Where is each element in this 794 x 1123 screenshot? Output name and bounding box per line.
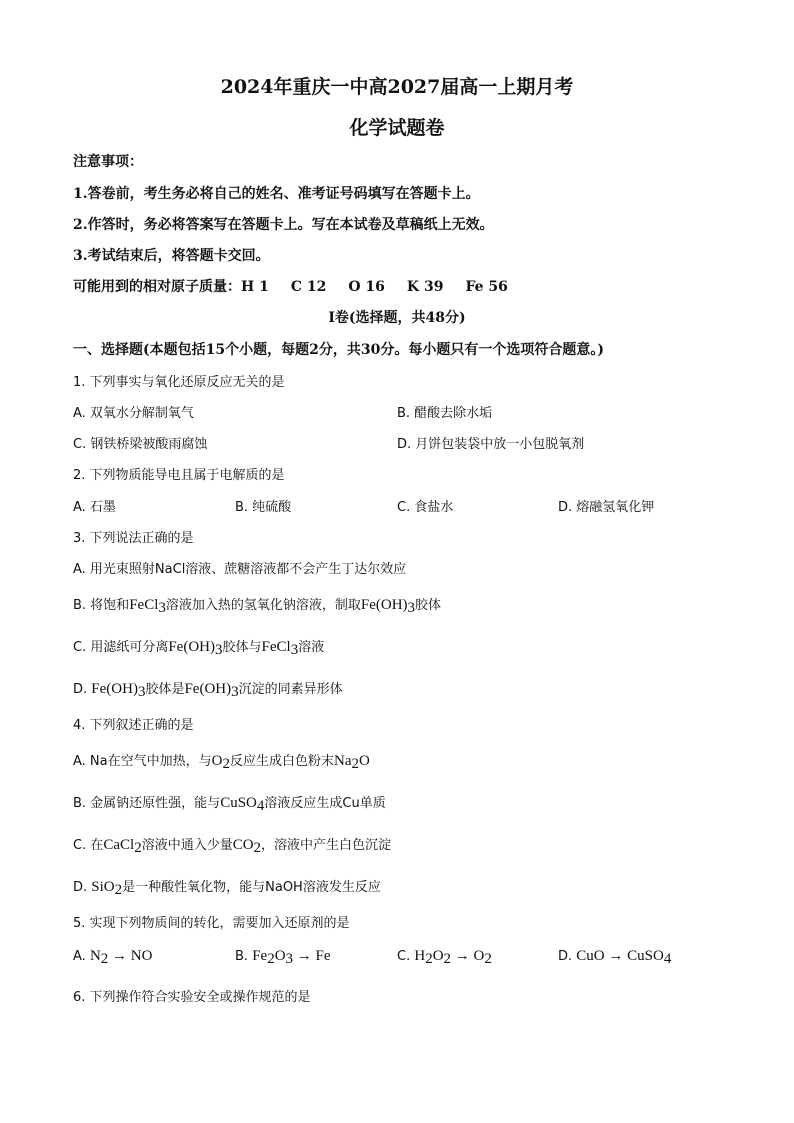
section-heading: 一、选择题(本题包括15个小题，每题2分，共30分。每小题只有一个选项符合题意。) bbox=[73, 342, 604, 358]
atomic-mass: C 12 bbox=[290, 279, 327, 295]
formula: CuO → CuSO bbox=[576, 948, 664, 964]
formula: → Fe bbox=[293, 948, 331, 964]
subscript: 3 bbox=[215, 642, 223, 658]
subscript: 2 bbox=[267, 951, 275, 967]
question-stem: 6. 下列操作符合实验安全或操作规范的是 bbox=[73, 990, 311, 1005]
atomic-masses-label: 可能用到的相对原子质量： bbox=[73, 279, 241, 295]
option-text: 沉淀的同素异形体 bbox=[238, 682, 343, 697]
subscript: 3 bbox=[158, 600, 166, 616]
subscript: 2 bbox=[114, 882, 123, 898]
option-text: B. 将饱和 bbox=[73, 598, 130, 613]
exam-title: 2024年重庆一中高2027届高一上期月考 bbox=[220, 76, 574, 98]
option-text: 反应生成白色粉末 bbox=[229, 754, 334, 769]
formula: CO bbox=[232, 837, 254, 853]
option-c bbox=[73, 636, 324, 656]
subscript: 3 bbox=[285, 951, 294, 967]
option-b: B. 纯硫酸 bbox=[235, 500, 292, 515]
option-text: D. bbox=[73, 682, 92, 697]
formula: CaCl bbox=[103, 837, 135, 853]
subscript: 3 bbox=[407, 600, 416, 616]
option-b bbox=[73, 594, 441, 614]
option-text: A. bbox=[73, 949, 90, 964]
subscript: 4 bbox=[663, 951, 672, 967]
formula: O bbox=[211, 753, 223, 769]
question-stem: 4. 下列叙述正确的是 bbox=[73, 718, 194, 733]
question-stem: 2. 下列物质能导电且属于电解质的是 bbox=[73, 468, 285, 483]
subscript: 2 bbox=[100, 951, 109, 967]
question-stem: 3. 下列说法正确的是 bbox=[73, 531, 194, 546]
subscript: 4 bbox=[256, 798, 265, 814]
option-text: C. 在 bbox=[73, 838, 104, 853]
option-c bbox=[73, 834, 391, 854]
option-text: ，溶液中产生白色沉淀 bbox=[261, 838, 392, 853]
formula: CuSO bbox=[220, 795, 257, 811]
option-text: C. bbox=[397, 949, 415, 964]
option-text: 溶液加入热的氢氧化钠溶液，制取 bbox=[165, 598, 361, 613]
option-b bbox=[235, 948, 331, 965]
formula: Fe(OH) bbox=[184, 681, 232, 697]
option-a bbox=[73, 948, 152, 965]
formula: SiO bbox=[91, 879, 115, 895]
option-d bbox=[73, 876, 381, 896]
option-c: C. 食盐水 bbox=[397, 500, 454, 515]
question-stem: 1. 下列事实与氧化还原反应无关的是 bbox=[73, 375, 285, 390]
question-stem: 5. 实现下列物质间的转化，需要加入还原剂的是 bbox=[73, 916, 350, 931]
option-text: A. Na在空气中加热，与 bbox=[73, 754, 212, 769]
option-a bbox=[73, 750, 370, 770]
subscript: 2 bbox=[351, 756, 359, 772]
formula: FeCl bbox=[129, 597, 159, 613]
formula: O bbox=[274, 948, 286, 964]
option-text: 溶液反应生成Cu单质 bbox=[264, 796, 386, 811]
option-text: 胶体是 bbox=[145, 682, 185, 697]
option-b: B. 醋酸去除水垢 bbox=[397, 406, 493, 421]
option-text: 是一种酸性氧化物，能与NaOH溶液发生反应 bbox=[122, 880, 381, 895]
formula: N bbox=[89, 948, 101, 964]
note-item: 2.作答时，务必将答案写在答题卡上。写在本试卷及草稿纸上无效。 bbox=[73, 217, 494, 233]
option-c: C. 钢铁桥梁被酸雨腐蚀 bbox=[73, 437, 208, 452]
subscript: 3 bbox=[231, 684, 239, 700]
option-text: 胶体 bbox=[415, 598, 442, 613]
formula: O bbox=[358, 753, 370, 769]
exam-subtitle: 化学试题卷 bbox=[349, 117, 445, 139]
option-b bbox=[73, 792, 386, 812]
option-text: 溶液中通入少量 bbox=[141, 838, 233, 853]
subscript: 2 bbox=[222, 756, 230, 772]
subscript: 3 bbox=[290, 642, 299, 658]
option-text: B. bbox=[235, 949, 253, 964]
subscript: 2 bbox=[253, 840, 262, 856]
formula: H bbox=[414, 948, 426, 964]
option-d: D. 熔融氢氧化钾 bbox=[558, 500, 655, 515]
atomic-mass: H 1 bbox=[241, 279, 269, 295]
option-a: A. 石墨 bbox=[73, 500, 116, 515]
option-a: A. 用光束照射NaCl溶液、蔗糖溶液都不会产生丁达尔效应 bbox=[73, 562, 407, 577]
atomic-mass: K 39 bbox=[406, 279, 444, 295]
formula: Fe bbox=[252, 948, 268, 964]
option-d bbox=[73, 678, 343, 698]
atomic-mass: Fe 56 bbox=[465, 279, 508, 295]
option-d bbox=[558, 948, 671, 965]
formula: → NO bbox=[108, 948, 153, 964]
formula: Fe(OH) bbox=[168, 639, 215, 655]
formula: Na bbox=[333, 753, 352, 769]
option-d: D. 月饼包装袋中放一小包脱氧剂 bbox=[397, 437, 585, 452]
option-text: 溶液 bbox=[298, 640, 325, 655]
option-text: D. bbox=[73, 880, 92, 895]
atomic-mass: O 16 bbox=[348, 279, 385, 295]
notes-heading: 注意事项： bbox=[73, 154, 143, 170]
formula: Fe(OH) bbox=[360, 597, 408, 613]
formula: FeCl bbox=[261, 639, 291, 655]
subscript: 2 bbox=[484, 951, 492, 967]
atomic-masses bbox=[73, 276, 508, 296]
subscript: 2 bbox=[134, 840, 142, 856]
subscript: 2 bbox=[425, 951, 433, 967]
formula: Fe(OH) bbox=[91, 681, 138, 697]
option-a: A. 双氧水分解制氧气 bbox=[73, 406, 194, 421]
option-c bbox=[397, 948, 492, 965]
option-text: 胶体与 bbox=[222, 640, 262, 655]
part-heading: I卷(选择题，共48分) bbox=[328, 310, 466, 326]
subscript: 2 bbox=[443, 951, 452, 967]
note-item: 1.答卷前，考生务必将自己的姓名、准考证号码填写在答题卡上。 bbox=[73, 186, 480, 202]
option-text: D. bbox=[558, 949, 577, 964]
note-item: 3.考试结束后，将答题卡交回。 bbox=[73, 248, 270, 264]
subscript: 3 bbox=[137, 684, 146, 700]
formula: O bbox=[432, 948, 444, 964]
option-text: C. 用滤纸可分离 bbox=[73, 640, 169, 655]
option-text: B. 金属钠还原性强，能与 bbox=[73, 796, 221, 811]
formula: → O bbox=[451, 948, 485, 964]
